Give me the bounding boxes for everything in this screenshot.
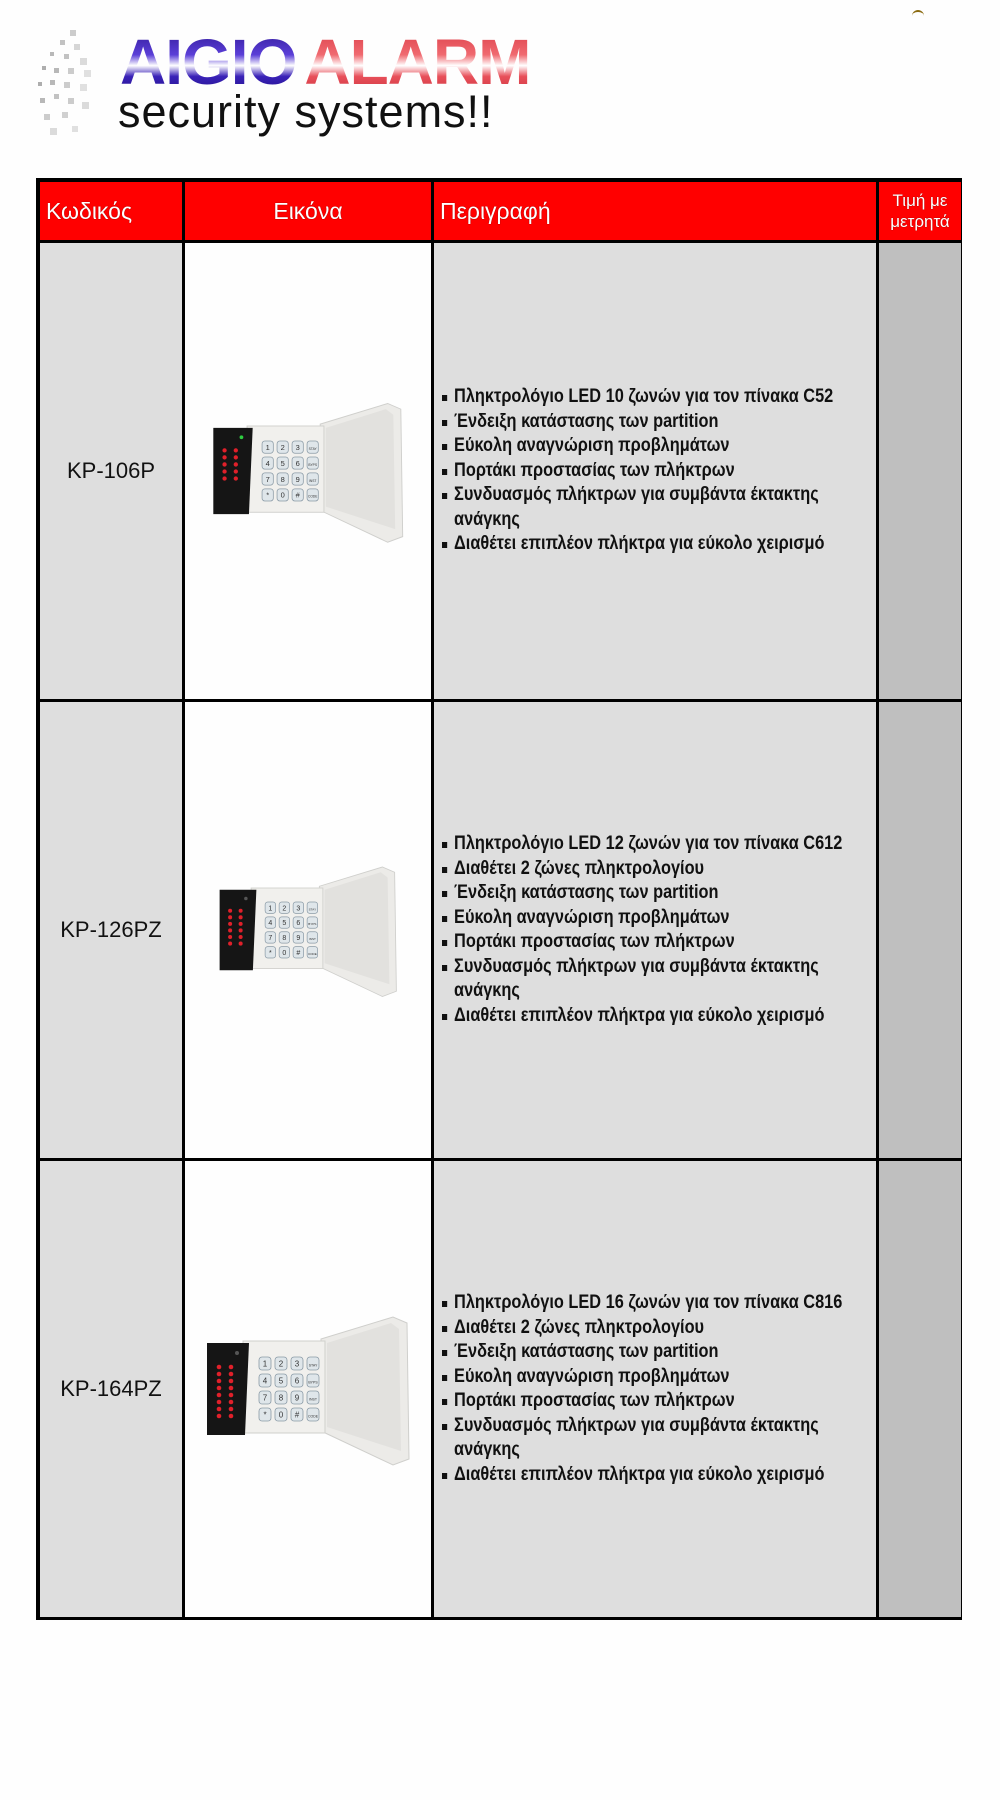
led-indicator: [239, 935, 243, 939]
product-description: [434, 243, 876, 699]
svg-text:1: 1: [268, 905, 273, 913]
led-indicator: [229, 1386, 234, 1391]
svg-text:4: 4: [265, 458, 270, 468]
led-indicator: [222, 448, 226, 452]
svg-text:7: 7: [268, 935, 273, 943]
feature-item-line: Συνδυασμός πλήκτρων για συμβάντα έκτακτης: [454, 484, 819, 506]
svg-text:3: 3: [296, 905, 301, 913]
svg-text:8: 8: [282, 935, 287, 943]
feature-item: Ένδειξη κατάστασης των partition: [442, 1340, 842, 1365]
svg-text:CODE: CODE: [307, 494, 318, 499]
led-indicator: [239, 922, 243, 926]
led-indicator: [217, 1407, 222, 1412]
led-panel: [220, 890, 257, 971]
led-indicator: [234, 476, 238, 480]
feature-item: Πληκτρολόγιο LED 16 ζωνών για τον πίνακα C816: [442, 1291, 842, 1316]
svg-text:BYPS: BYPS: [308, 462, 318, 467]
led-indicator: [234, 448, 238, 452]
svg-text:CODE: CODE: [307, 1414, 319, 1419]
product-table-grid: [40, 182, 958, 1612]
header-code: Κωδικός: [40, 182, 182, 240]
led-indicator: [222, 462, 226, 466]
brand-logo: [20, 22, 580, 142]
svg-text:4: 4: [262, 1376, 268, 1386]
keypad-image: [203, 1309, 413, 1469]
svg-text:5: 5: [280, 458, 285, 468]
led-indicator: [228, 909, 232, 913]
svg-text:9: 9: [295, 474, 300, 484]
svg-text:9: 9: [294, 1393, 300, 1403]
product-code: KP-106P: [40, 243, 182, 699]
led-indicator: [234, 469, 238, 473]
led-indicator: [222, 476, 226, 480]
led-indicator: [217, 1400, 222, 1405]
product-image-cell: [185, 702, 431, 1158]
svg-text:INST: INST: [308, 478, 317, 483]
svg-text:7: 7: [265, 474, 270, 484]
svg-text:5: 5: [278, 1376, 284, 1386]
svg-text:0: 0: [282, 949, 287, 957]
svg-text:2: 2: [280, 442, 285, 452]
header-image: Εικόνα: [185, 182, 431, 240]
feature-item: Διαθέτει επιπλέον πλήκτρα για εύκολο χειρισμό: [442, 1004, 842, 1029]
svg-text:BYPS: BYPS: [308, 1380, 318, 1385]
feature-list: [442, 832, 908, 1028]
feature-item: [442, 955, 842, 1004]
feature-item: Ένδειξη κατάστασης των partition: [442, 410, 833, 435]
feature-item: Διαθέτει 2 ζώνες πληκτρολογίου: [442, 857, 842, 882]
svg-text:STAY: STAY: [308, 446, 317, 451]
svg-text:2: 2: [282, 905, 287, 913]
svg-text:3: 3: [294, 1359, 300, 1369]
svg-text:6: 6: [295, 458, 300, 468]
svg-text:STAY: STAY: [308, 907, 317, 912]
svg-text:*: *: [266, 490, 270, 500]
svg-text:7: 7: [262, 1393, 268, 1403]
feature-item: Εύκολη αναγνώριση προβλημάτων: [442, 906, 842, 931]
svg-text:#: #: [295, 490, 300, 500]
feature-item-line: ανάγκης: [454, 1439, 520, 1460]
svg-text:*: *: [263, 1410, 267, 1420]
led-indicator: [239, 928, 243, 932]
product-table: [36, 178, 962, 1620]
led-indicator: [229, 1407, 234, 1412]
led-indicator: [228, 935, 232, 939]
feature-item: Πορτάκι προστασίας των πλήκτρων: [442, 1389, 842, 1414]
feature-item-line: ανάγκης: [454, 980, 520, 1001]
led-panel: [207, 1343, 249, 1435]
led-indicator: [228, 928, 232, 932]
led-indicator: [229, 1379, 234, 1384]
feature-item: [442, 483, 833, 532]
svg-text:0: 0: [278, 1410, 284, 1420]
svg-text:3: 3: [295, 442, 300, 452]
product-code: KP-126PZ: [40, 702, 182, 1158]
feature-item: Διαθέτει επιπλέον πλήκτρα για εύκολο χειρισμό: [442, 532, 833, 557]
feature-item: Διαθέτει 2 ζώνες πληκτρολογίου: [442, 1316, 842, 1341]
svg-text:INST: INST: [309, 1397, 317, 1402]
led-indicator: [239, 942, 243, 946]
brand-name: [120, 26, 531, 98]
product-price: [879, 1161, 961, 1617]
product-description: [434, 702, 876, 1158]
led-indicator: [239, 909, 243, 913]
svg-text:CODE: CODE: [307, 951, 317, 956]
keypad-image: [213, 860, 403, 1000]
feature-item: Ένδειξη κατάστασης των partition: [442, 881, 842, 906]
svg-text:4: 4: [268, 920, 273, 928]
led-indicator: [222, 469, 226, 473]
led-indicator: [234, 455, 238, 459]
svg-text:6: 6: [296, 920, 301, 928]
feature-item: Εύκολη αναγνώριση προβλημάτων: [442, 1365, 842, 1390]
feature-item: Εύκολη αναγνώριση προβλημάτων: [442, 434, 833, 459]
header-description: Περιγραφή: [434, 182, 876, 240]
led-panel: [213, 428, 252, 514]
brand-name-part2: ALARM: [304, 26, 531, 98]
svg-text:5: 5: [282, 920, 287, 928]
keypad-image: [203, 396, 413, 546]
product-code: KP-164PZ: [40, 1161, 182, 1617]
svg-text:2: 2: [278, 1359, 284, 1369]
feature-item: Διαθέτει επιπλέον πλήκτρα για εύκολο χειρισμό: [442, 1463, 842, 1488]
led-indicator: [229, 1400, 234, 1405]
led-indicator: [222, 455, 226, 459]
feature-list: [442, 1291, 908, 1487]
feature-item: Πορτάκι προστασίας των πλήκτρων: [442, 459, 833, 484]
brand-name-part1: AIGIO: [120, 26, 297, 98]
feature-item: Πληκτρολόγιο LED 12 ζωνών για τον πίνακα C612: [442, 832, 842, 857]
led-indicator: [228, 915, 232, 919]
svg-text:INST: INST: [308, 937, 316, 942]
svg-text:#: #: [296, 949, 301, 957]
led-indicator: [229, 1365, 234, 1370]
svg-text:*: *: [269, 949, 272, 957]
led-indicator: [234, 462, 238, 466]
feature-list: [442, 385, 897, 557]
svg-text:1: 1: [265, 442, 270, 452]
svg-text:9: 9: [296, 935, 301, 943]
led-indicator: [228, 922, 232, 926]
feature-item-line: ανάγκης: [454, 508, 520, 530]
led-indicator: [217, 1393, 222, 1398]
svg-text:6: 6: [294, 1376, 300, 1386]
led-indicator: [229, 1414, 234, 1419]
brand-tagline: security systems!!: [118, 86, 494, 137]
corner-mark-icon: [912, 10, 924, 16]
product-price: [879, 702, 961, 1158]
svg-text:1: 1: [262, 1359, 268, 1369]
feature-item-line: Συνδυασμός πλήκτρων για συμβάντα έκτακτης: [454, 955, 819, 977]
svg-text:#: #: [294, 1410, 300, 1420]
svg-text:8: 8: [278, 1393, 284, 1403]
led-indicator: [217, 1386, 222, 1391]
led-indicator: [217, 1414, 222, 1419]
led-indicator: [228, 942, 232, 946]
feature-item: Πληκτρολόγιο LED 10 ζωνών για τον πίνακα C52: [442, 385, 833, 410]
logo-dots-icon: [20, 22, 120, 142]
product-image-cell: [185, 243, 431, 699]
led-indicator: [217, 1365, 222, 1370]
svg-text:BYPS: BYPS: [308, 922, 317, 927]
svg-text:0: 0: [280, 490, 285, 500]
led-indicator: [239, 915, 243, 919]
svg-text:8: 8: [280, 474, 285, 484]
product-description: [434, 1161, 876, 1617]
led-indicator: [229, 1372, 234, 1377]
led-indicator: [217, 1379, 222, 1384]
svg-text:STAY: STAY: [308, 1363, 318, 1368]
feature-item-line: Συνδυασμός πλήκτρων για συμβάντα έκτακτης: [454, 1414, 819, 1436]
product-image-cell: [185, 1161, 431, 1617]
feature-item: [442, 1414, 842, 1463]
feature-item: Πορτάκι προστασίας των πλήκτρων: [442, 930, 842, 955]
header-price: Τιμή με μετρητά: [879, 182, 961, 240]
product-price: [879, 243, 961, 699]
led-indicator: [217, 1372, 222, 1377]
led-indicator: [229, 1393, 234, 1398]
